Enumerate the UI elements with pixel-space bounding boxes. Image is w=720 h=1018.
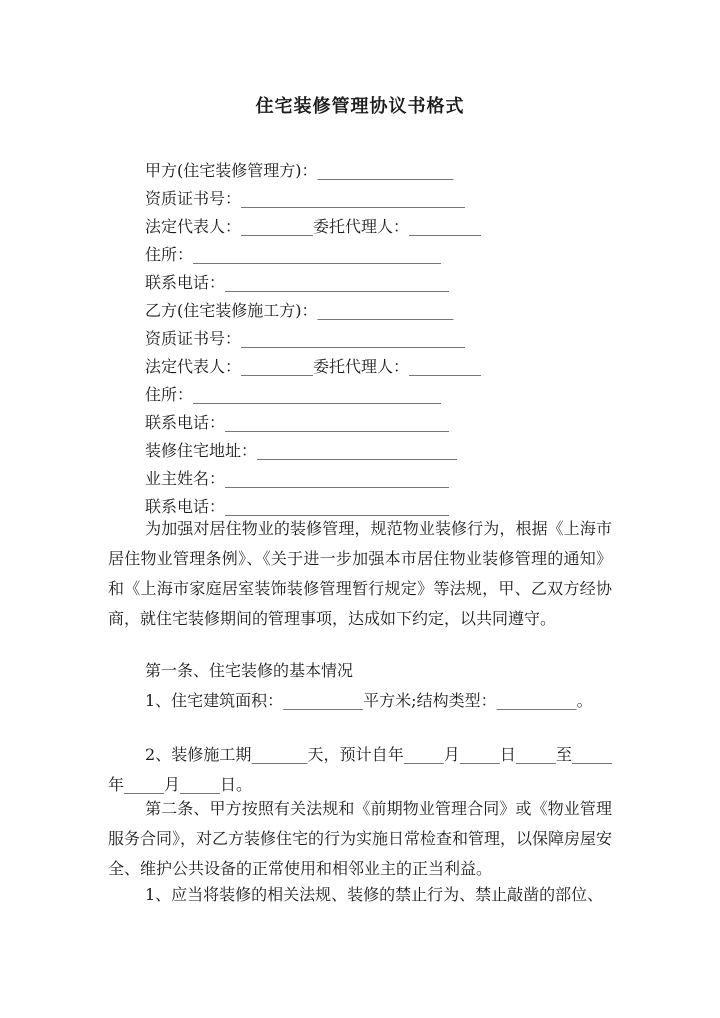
article-2-paragraph: 第二条、甲方按照有关法规和《前期物业管理合同》或《物业管理服务合同》，对乙方装修住宅的行为实施日常检查和管理，以保障房屋安全、维护公共设备的正常使用和相邻业主的正当利益。 bbox=[108, 799, 613, 878]
owner-name-line: 业主姓名：____________________________ bbox=[145, 469, 450, 488]
article-1-item-1: 1、住宅建筑面积：__________平方米;结构类型：__________。 bbox=[145, 691, 593, 710]
party-a-phone-line: 联系电话：____________________________ bbox=[145, 273, 450, 292]
owner-phone-line: 联系电话：____________________________ bbox=[145, 497, 450, 516]
party-a-representative-line: 法定代表人：_________委托代理人：_________ bbox=[145, 217, 482, 236]
party-b-license-line: 资质证书号：____________________________ bbox=[145, 329, 466, 348]
party-b-address-line: 住所：_______________________________ bbox=[145, 385, 442, 404]
party-a-address-line: 住所：_______________________________ bbox=[145, 245, 442, 264]
residence-address-line: 装修住宅地址：_________________________ bbox=[145, 441, 458, 460]
document-title: 住宅装修管理协议书格式 bbox=[255, 96, 465, 117]
party-b-representative-line: 法定代表人：_________委托代理人：_________ bbox=[145, 357, 482, 376]
party-a-name-line: 甲方(住宅装修管理方)：_________________ bbox=[145, 161, 454, 180]
article-2-item-1: 1、应当将装修的相关法规、装修的禁止行为、禁止敲凿的部位、 bbox=[145, 885, 604, 904]
article-1-item-2: 2、装修施工期_______天，预计自年_____月_____日_____至_____年_____月_____日。 bbox=[108, 745, 612, 794]
party-b-phone-line: 联系电话：____________________________ bbox=[145, 413, 450, 432]
party-b-name-line: 乙方(住宅装修施工方)：_________________ bbox=[145, 301, 454, 320]
intro-paragraph: 为加强对居住物业的装修管理，规范物业装修行为，根据《上海市居住物业管理条例》、《关于进一步加强本市居住物业装修管理的通知》和《上海市家庭居室装饰装修管理暂行规定》等法规，甲、乙双方经协商，就住宅装修期间的管理事项，达成如下约定，以共同遵守。 bbox=[108, 519, 612, 628]
article-1-heading: 第一条、住宅装修的基本情况 bbox=[145, 661, 354, 680]
party-a-license-line: 资质证书号：____________________________ bbox=[145, 189, 466, 208]
